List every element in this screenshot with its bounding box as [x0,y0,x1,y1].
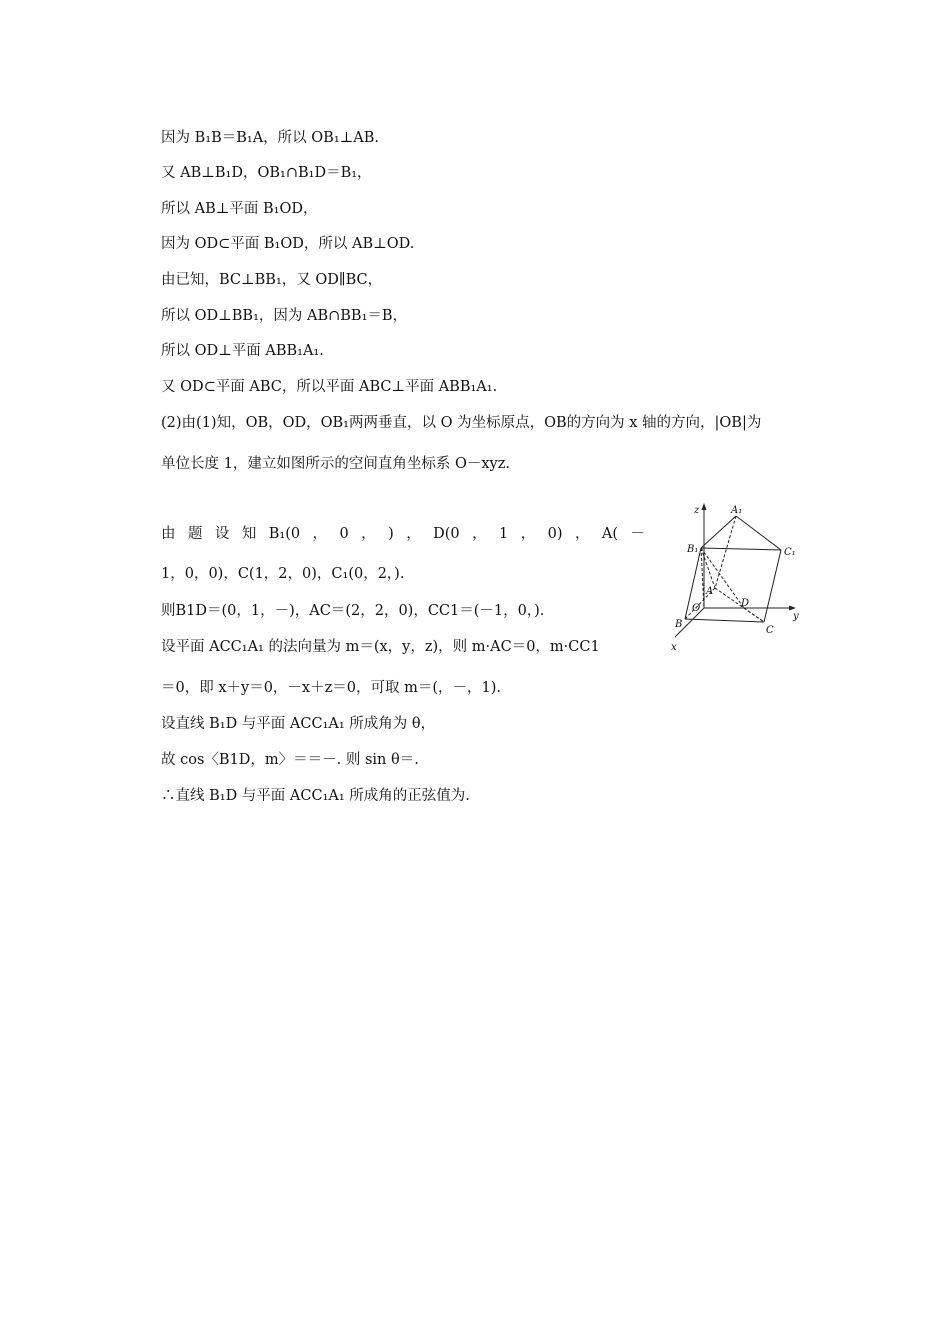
text-line: 因为 OD⊂平面 B₁OD，所以 AB⊥OD. [161,236,415,252]
edge-a1-a [715,516,736,588]
label-d: D [741,598,750,609]
text-fragment: D(0 [433,526,460,542]
y-arrow [789,606,796,611]
text-fragment: ， [472,526,487,542]
text-fragment: 0 [339,526,349,542]
text-fragment: 题 [187,526,203,542]
edge-b1-c1 [701,548,781,550]
text-line: 则B1D＝(0，1，－)，AC＝(2，2，0)，CC1＝(－1，0，). [161,603,545,619]
text-line: 单位长度 1，建立如图所示的空间直角坐标系 O－xyz. [161,456,510,472]
edge-c1-c [764,550,781,622]
segment-b1-a [701,548,715,588]
text-fragment: ， [574,526,590,542]
text-line: 因为 B₁B＝B₁A，所以 OB₁⊥AB. [161,130,380,146]
text-line: 1，0，0)，C(1，2，0)，C₁(0，2，). [161,566,405,582]
text-line: (2)由(1)知，OB，OD，OB₁两两垂直，以 O 为坐标原点，OB的方向为 x 轴的方向，|OB|为 [161,415,762,431]
text-line: 由已知，BC⊥BB₁，又 OD∥BC， [161,272,383,288]
text-line: 又 AB⊥B₁D，OB₁∩B₁D＝B₁， [161,165,372,181]
label-b: B [675,619,683,630]
text-fragment: 知 [241,526,257,542]
segment-d-c [744,608,764,622]
text-line: ＝0，即 x＋y＝0，－x＋z＝0，可取 m＝(，－，1). [161,680,501,696]
label-y: y [793,611,799,622]
segment-b1-d [701,548,744,608]
label-a1: A₁ [731,505,743,516]
text-fragment: ， [312,526,328,542]
label-o: O [692,603,701,614]
text-line: ∴直线 B₁D 与平面 ACC₁A₁ 所成角的正弦值为. [161,788,470,804]
label-b1: B₁ [687,544,699,555]
text-fragment: ， [520,526,536,542]
text-line [161,527,645,542]
text-line: 设平面 ACC₁A₁ 的法向量为 m＝(x，y，z)，则 m·AC＝0，m·CC1 [161,639,600,655]
text-line: 又 OD⊂平面 ABC，所以平面 ABC⊥平面 ABB₁A₁. [161,379,498,395]
text-fragment: ， [361,526,376,542]
prism-figure [668,500,818,655]
text-fragment: B₁(0 [268,526,301,542]
text-line: 所以 AB⊥平面 B₁OD， [161,201,318,217]
label-c1: C₁ [784,547,796,558]
edge-a1-c1 [736,516,781,550]
z-arrow [702,503,707,510]
text-fragment: ， [406,526,421,542]
text-fragment: 1 [499,526,509,542]
edge-b-c [685,619,764,622]
label-a: A [706,586,714,597]
text-fragment: 设 [214,526,230,542]
text-line: 故 cos〈B1D，m〉＝＝－. 则 sin θ＝. [161,752,419,768]
label-x: x [671,642,677,653]
text-fragment: A( [601,526,619,542]
text-fragment: 0) [547,526,563,542]
label-c: C [766,625,774,636]
text-line: 所以 OD⊥BB₁，因为 AB∩BB₁＝B， [161,308,408,324]
text-fragment: 由 [161,526,176,542]
text-line: 所以 OD⊥平面 ABB₁A₁. [161,343,324,359]
text-fragment: ) [388,526,394,542]
text-fragment: － [630,526,645,542]
edge-b1-a1 [701,516,736,548]
text-line: 设直线 B₁D 与平面 ACC₁A₁ 所成角为 θ， [161,716,436,732]
label-z: z [694,505,700,516]
